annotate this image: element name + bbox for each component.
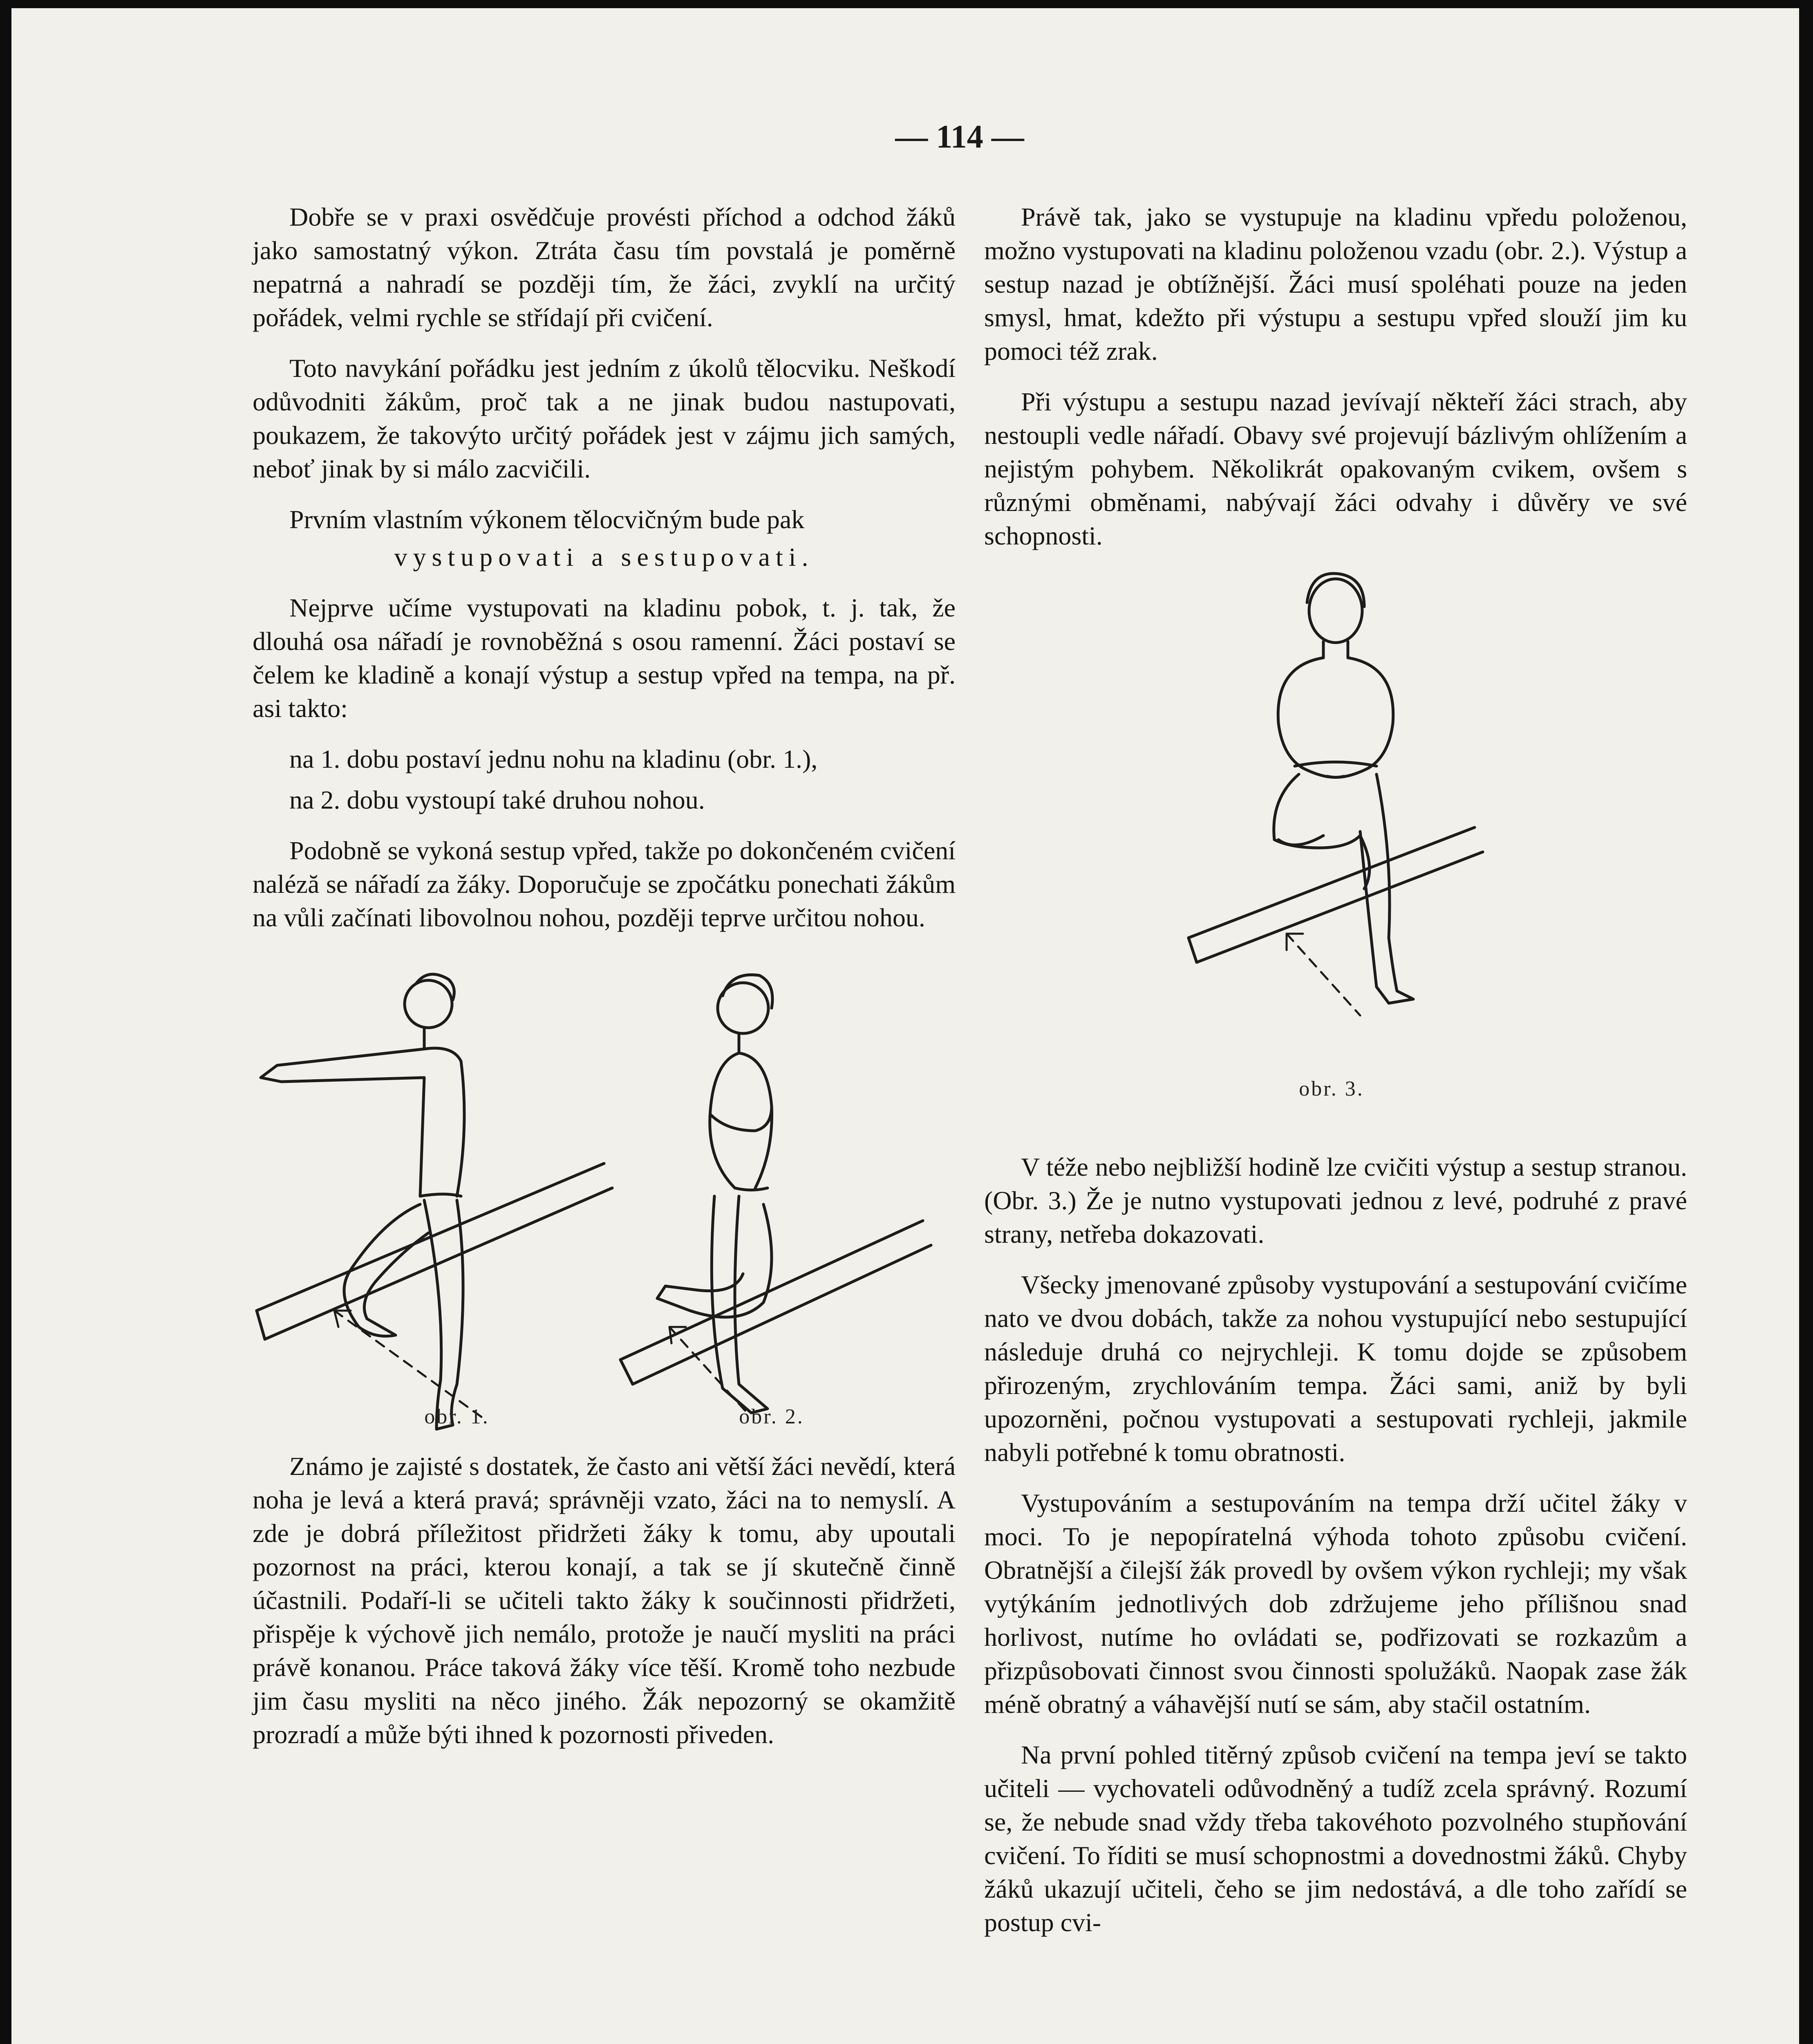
figures-1-2 <box>253 959 956 1433</box>
right-column <box>984 200 1687 1957</box>
paragraph: Nejprve učíme vystupovati na kladinu pobok, t. j. tak, že dlouhá osa nářadí je rovnoběžná s osou ramenní. Žáci postaví se čelem ke kladině a konají výstup a sestup vpřed na tempa, na př. asi takto: <box>253 593 956 723</box>
paragraph: Při výstupu a sestupu nazad jevívají někteří žáci strach, aby nestoupli vedle nářadí. Obavy své projevují bázlivým ohlížením a nejistým pohybem. Několikrát opakovaným cvikem, ovšem s různými obměnami, nabývají žáci odvahy i důvěry ve své schopnosti. <box>984 387 1687 550</box>
book-page <box>11 8 1799 2044</box>
step-item: na 1. dobu postaví jednu nohu na kladinu (obr. 1.), <box>289 744 818 773</box>
paragraph: Známo je zajisté s dostatek, že často ani větší žáci nevědí, která noha je levá a která pravá; správněji vzato, žáci na to nemyslí. A zde je dobrá příležitost přidržeti žáky k tomu, aby upoutali pozornost na práci, kterou konají, a tak se jí skutečně činně účastnili. Podaří-li se učiteli takto žáky k součinnosti přidržeti, přispěje k výchově jich nemálo, protože je naučí mysliti na práci právě konanou. Práce taková žáky více těší. Kromě toho nezbude jim času mysliti na něco jiného. Žák nepozorný se okamžitě prozradí a může býti ihned k pozornosti přiveden. <box>253 1452 956 1749</box>
step-item: na 2. dobu vystoupí také druhou nohou. <box>289 785 705 814</box>
paragraph: Toto navykání pořádku jest jedním z úkolů tělocviku. Neškodí odůvodniti žákům, proč tak a ne jinak budou nastupovati, poukazem, že takovýto určitý pořádek jest v zájmu jich samých, neboť jinak by si málo zacvičili. <box>253 354 956 483</box>
paragraph: Prvním vlastním výkonem tělocvičným bude pak <box>289 505 805 534</box>
paragraph: Dobře se v praxi osvědčuje provésti příchod a odchod žáků jako samostatný výkon. Ztráta času tím povstalá je poměrně nepatrná a nahradí se později tím, že žáci, zvyklí na určitý pořádek, velmi rychle se střídají při cvičení. <box>253 202 956 332</box>
paragraph: Právě tak, jako se vystupuje na kladinu vpředu položenou, možno vystupovati na kladinu položenou vzadu (obr. 2.). Výstup a sestup nazad je obtížnější. Žáci musí spoléhati pouze na jeden smysl, hmat, kdežto při výstupu a sestupu vpřed slouží jim ku pomoci též zrak. <box>984 202 1687 365</box>
gymnast-illustration-1-2 <box>253 959 956 1433</box>
left-column <box>253 200 956 1768</box>
figure-caption: obr. 2. <box>739 1405 804 1428</box>
section-heading-spaced: vystupovati a sestupovati. <box>394 542 814 572</box>
paragraph: Vystupováním a sestupováním na tempa drží učitel žáky v moci. To je nepopíratelná výhoda tohoto způsobu cvičení. Obratnější a čilejší žák provedl by ovšem výkon rychleji; my však vytýkáním jednotlivých dob zdržujeme jeho přílišnou snad horlivost, nutíme ho ovládati se, podřizovati se rozkazům a přizpůsobovati činnost svou činnosti spolužáků. Naopak zase žák méně obratný a váhavější nutí se sám, aby stačil ostatním. <box>984 1488 1687 1719</box>
figure-3 <box>984 570 1687 1126</box>
paragraph: Na první pohled titěrný způsob cvičení na tempa jeví se takto učiteli — vychovateli odůvodněný a tudíž zcela správný. Rozumí se, že nebude snad vždy třeba takovéhoto pozvolného stupňování cvičení. To říditi se musí schopnostmi a dovednostmi žáků. Chyby žáků ukazují učiteli, čeho se jim nedostává, a dle toho zařídí se postup cvi- <box>984 1740 1687 1937</box>
page-number: — 114 — <box>895 119 1024 155</box>
figure-caption: obr. 3. <box>1299 1077 1364 1100</box>
paragraph: Podobně se vykoná sestup vpřed, takže po dokončeném cvičení naléză se nářadí za žáky. Doporučuje se zpočátku ponechati žákům na vůli začínati libovolnou nohou, později teprve určitou nohou. <box>253 836 956 932</box>
gymnast-illustration-3 <box>984 570 1687 1085</box>
paragraph: V téže nebo nejbližší hodině lze cvičiti výstup a sestup stranou. (Obr. 3.) Že je nutno vystupovati jednou z levé, podruhé z pravé strany, netřeba dokazovati. <box>984 1152 1687 1248</box>
figure-caption: obr. 1. <box>424 1405 490 1428</box>
paragraph: Všecky jmenované způsoby vystupování a sestupování cvičíme nato ve dvou dobách, takže za nohou vystupující nebo sestupující následuje druhá co nejrychleji. K tomu dojde se způsobem přirozeným, zrychlováním tempa. Žáci sami, aniž by byli upozorněni, počnou vystupovati a sestupovati rychleji, jakmile nabyli potřebné k tomu obratnosti. <box>984 1270 1687 1467</box>
